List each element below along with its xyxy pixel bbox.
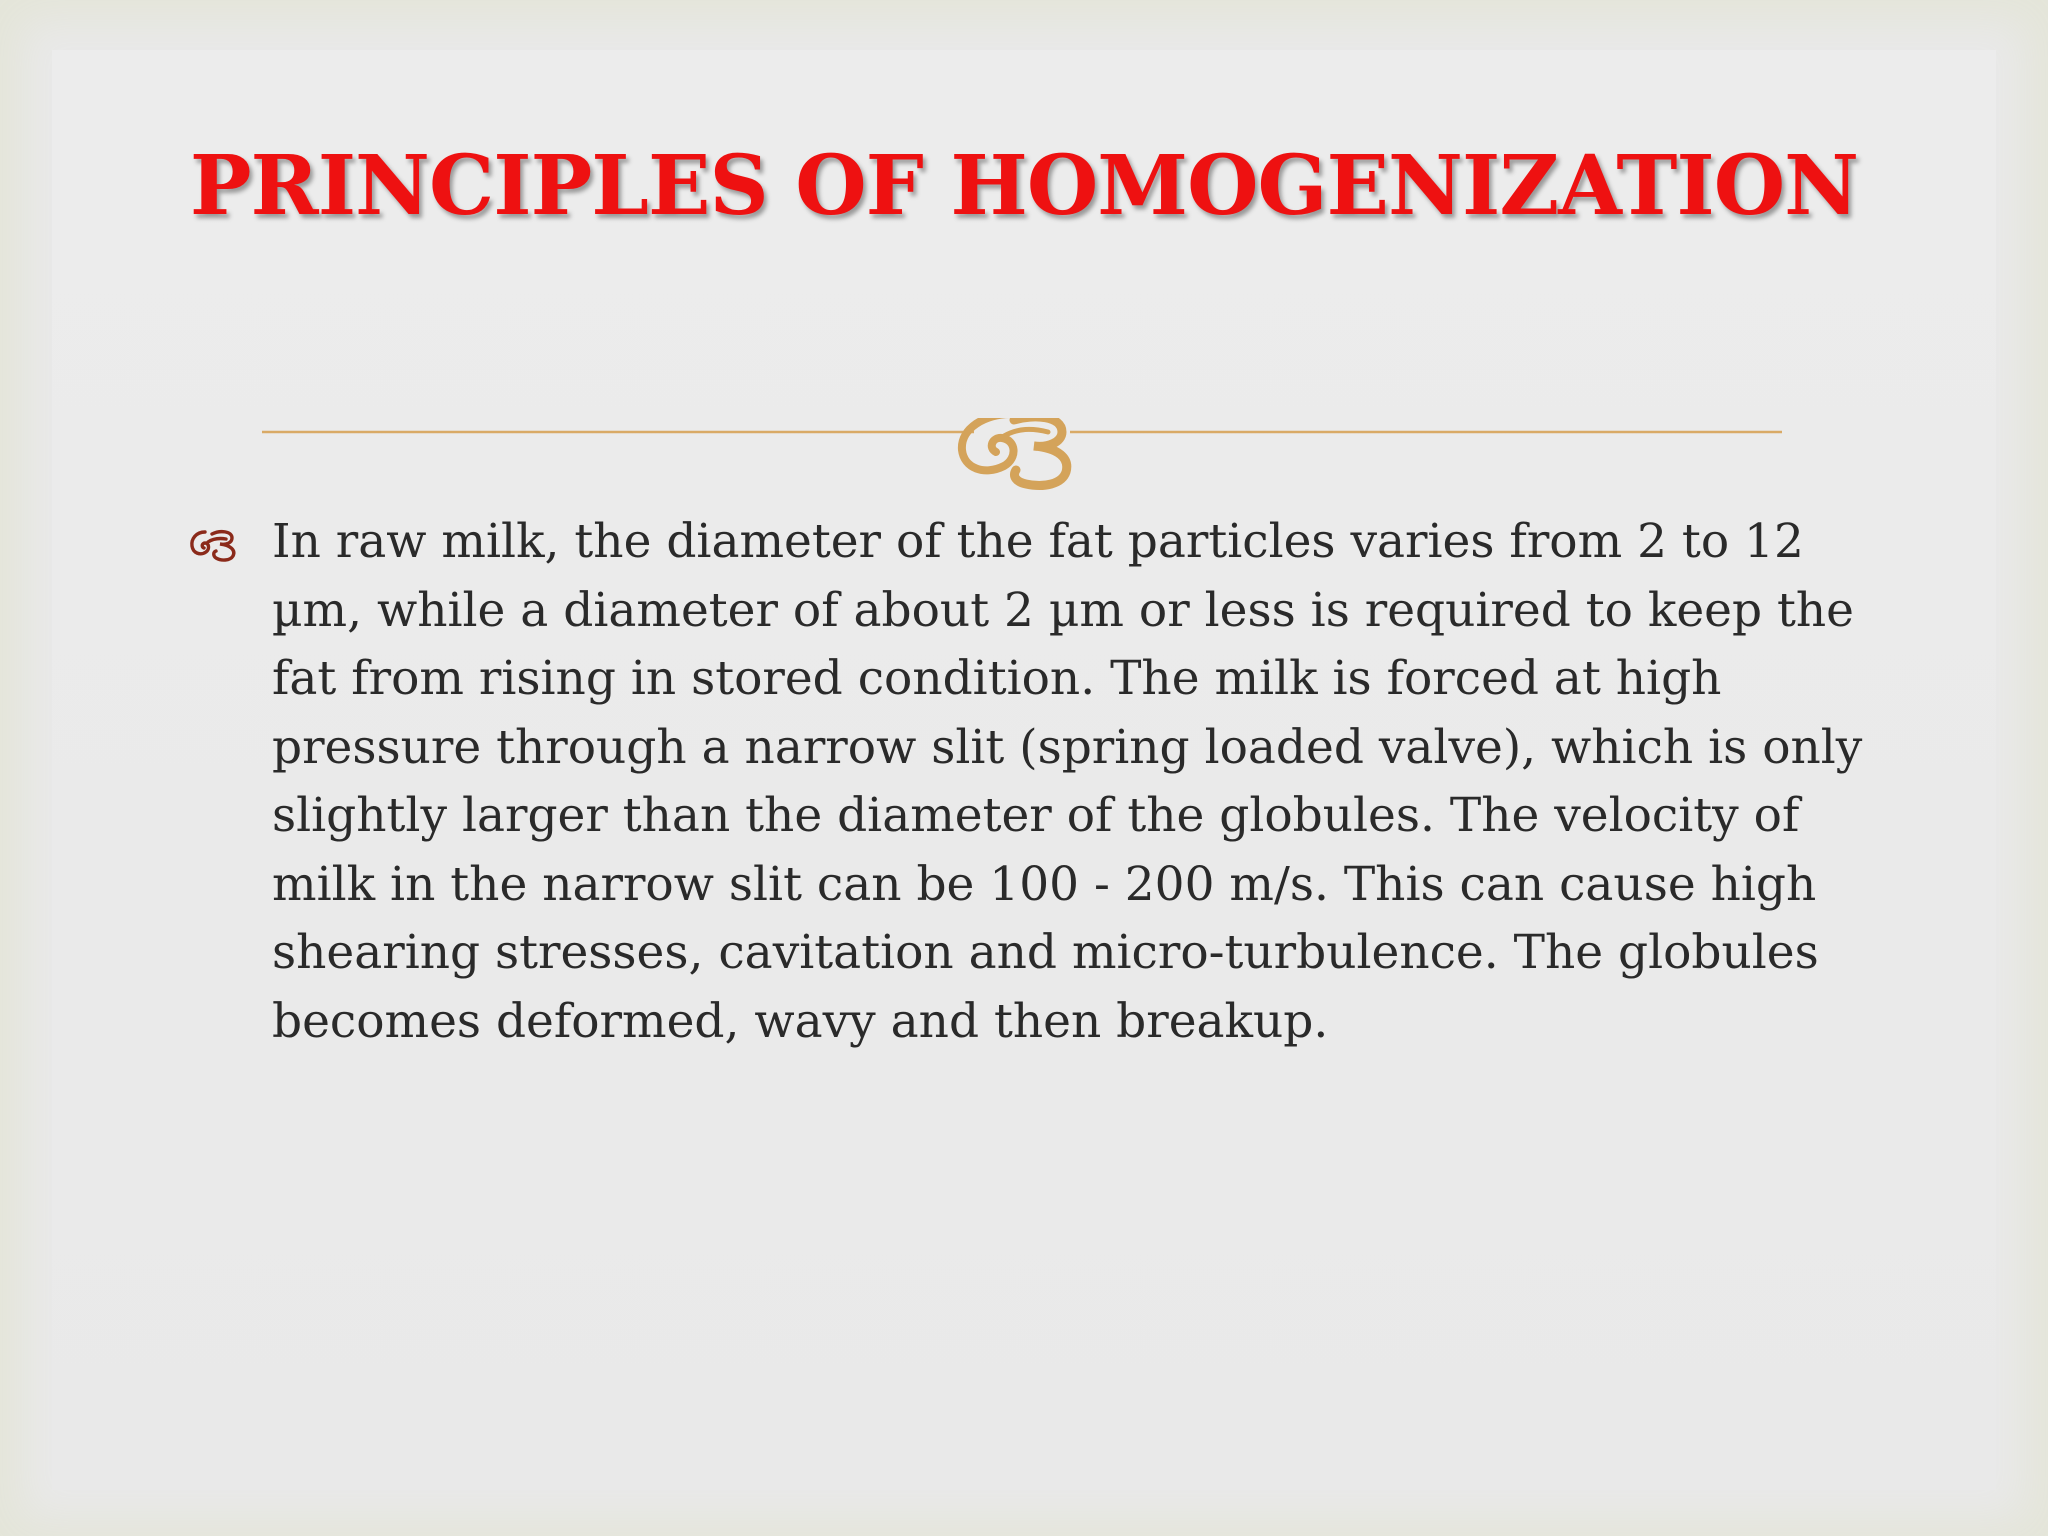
list-item (188, 508, 1888, 1056)
bullet-text: In raw milk, the diameter of the fat particles varies from 2 to 12 µm, while a diameter of about 2 µm or less is required to keep the fat from rising in stored condition. The milk is forced at high pressure through a narrow slit (spring loaded valve), which is only slightly larger than the diameter of the globules. The velocity of milk in the narrow slit can be 100 - 200 m/s. This can cause high shearing stresses, cavitation and micro-turbulence. The globules becomes deformed, wavy and then breakup. (272, 514, 1863, 1049)
ornament-bullet-icon (188, 524, 244, 564)
slide-title: PRINCIPLES OF HOMOGENIZATION (189, 138, 1859, 234)
ornament-flourish-icon (962, 418, 1067, 486)
title-divider (262, 418, 1782, 508)
bullet-list (188, 508, 1888, 1056)
divider-svg (262, 418, 1782, 508)
